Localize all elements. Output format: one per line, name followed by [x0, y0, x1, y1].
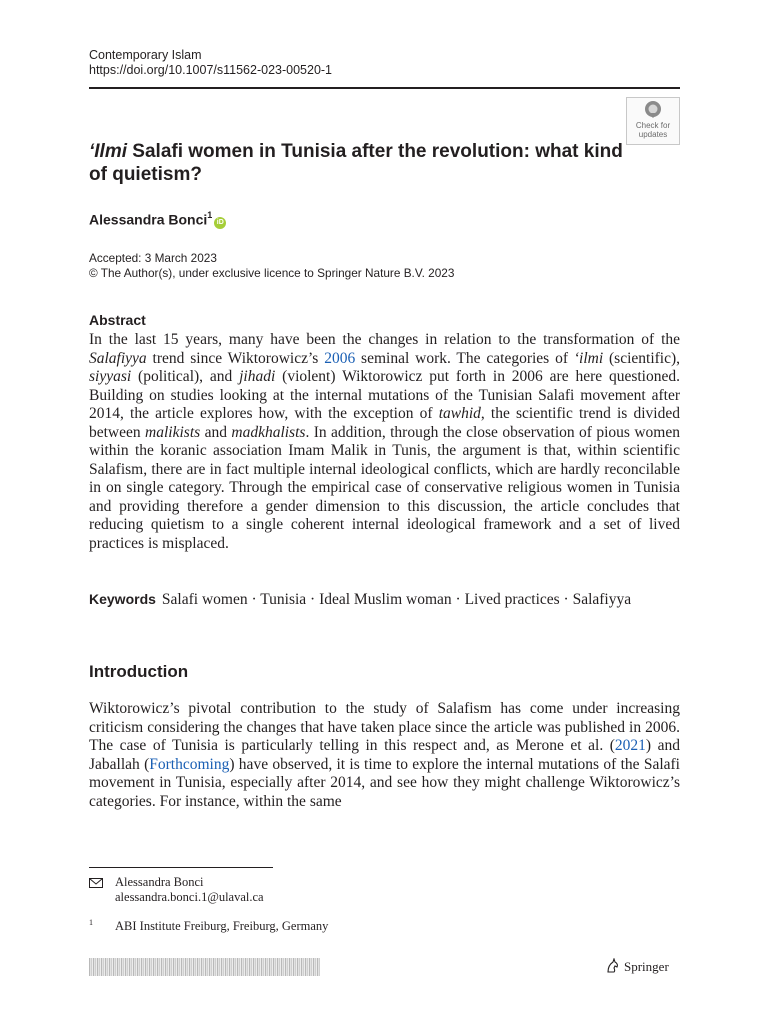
accepted-date: Accepted: 3 March 2023 — [89, 251, 217, 265]
title-text: Salafi women in Tunisia after the revolution: what kind of quietism? — [89, 141, 623, 185]
journal-doi[interactable]: https://doi.org/10.1007/s11562-023-00520-1 — [89, 63, 333, 77]
keywords-text: Salafi women · Tunisia · Ideal Muslim woman · Lived practices · Salafiyya — [161, 591, 632, 608]
introduction-body: Wiktorowicz’s pivotal contribution to the study of Salafism has come under increasing criticism considering the changes that have taken place since the article was published in 2006. The case of Tunisia is particularly telling in this respect and, as Merone et al. (2021) and Jaballah (Forthcoming) have observed, it is time to explore the internal mutations of the Salafi movement in Tunisia, especially after 2014, and see how they might challenge Wiktorowicz’s categories. For instance, within the same — [89, 700, 680, 810]
article-meta — [89, 251, 454, 281]
orcid-icon[interactable]: iD — [214, 217, 226, 229]
check-for-updates-text: Check for updates — [635, 121, 671, 139]
envelope-icon — [89, 878, 103, 888]
author-line — [89, 207, 226, 229]
author-affiliation-mark: 1 — [207, 210, 213, 220]
keywords — [89, 590, 680, 610]
author-name[interactable]: Alessandra Bonci — [89, 211, 208, 228]
affiliation-number: 1 — [89, 918, 93, 927]
footnote-rule — [89, 867, 273, 868]
citation-link-forthcoming[interactable]: Forthcoming — [149, 755, 230, 773]
copyright-notice: © The Author(s), under exclusive licence to Springer Nature B.V. 2023 — [89, 266, 455, 280]
keywords-label: Keywords — [89, 591, 156, 607]
introduction-heading: Introduction — [89, 662, 189, 681]
check-for-updates-icon — [644, 100, 662, 120]
springer-horse-icon — [605, 958, 621, 974]
check-for-updates-badge[interactable] — [626, 97, 680, 145]
springer-name: Springer — [624, 959, 669, 974]
citation-link-2006[interactable]: 2006 — [324, 349, 356, 367]
abstract-heading: Abstract — [89, 312, 146, 328]
abstract-body: In the last 15 years, many have been the changes in relation to the transformation of the Salafiyya trend since Wiktorowicz’s 2006 seminal work. The categories of ‘ilmi (scientific), siyyasi (political), and jihadi (violent) Wiktorowicz put forth in 2006 are here questioned. Building on studies looking at the internal mutations of the Tunisian Salafi movement after 2014, the article explores how, with the exception of tawhid, the scientific trend is divided between malikists and madkhalists. In addition, through the close observation of pious women within the koranic association Imam Malik in Tunis, the argument is that, within scientific Salafism, there are in fact multiple internal ideological conflicts, which are hardly reconcilable in on single category. Through the empirical case of conservative religious women in Tunisia and providing therefore a gender dimension to this discussion, the article concludes that reducing quietism to a single coherent internal ideological framework and a set of lived practices is misplaced. — [89, 331, 681, 552]
affiliation-text: ABI Institute Freiburg, Freiburg, Germany — [115, 919, 329, 933]
title-italic: ‘Ilmi — [89, 141, 128, 162]
corresponding-name: Alessandra Bonci — [115, 875, 204, 889]
journal-name: Contemporary Islam — [89, 48, 202, 62]
header-rule — [89, 87, 680, 89]
article-title — [89, 140, 629, 186]
corresponding-email[interactable]: alessandra.bonci.1@ulaval.ca — [115, 890, 264, 904]
springer-logo — [605, 958, 669, 976]
corresponding-author — [115, 875, 264, 905]
citation-link-2021[interactable]: 2021 — [614, 737, 646, 754]
barcode-strip — [89, 958, 320, 976]
journal-header — [89, 48, 332, 78]
